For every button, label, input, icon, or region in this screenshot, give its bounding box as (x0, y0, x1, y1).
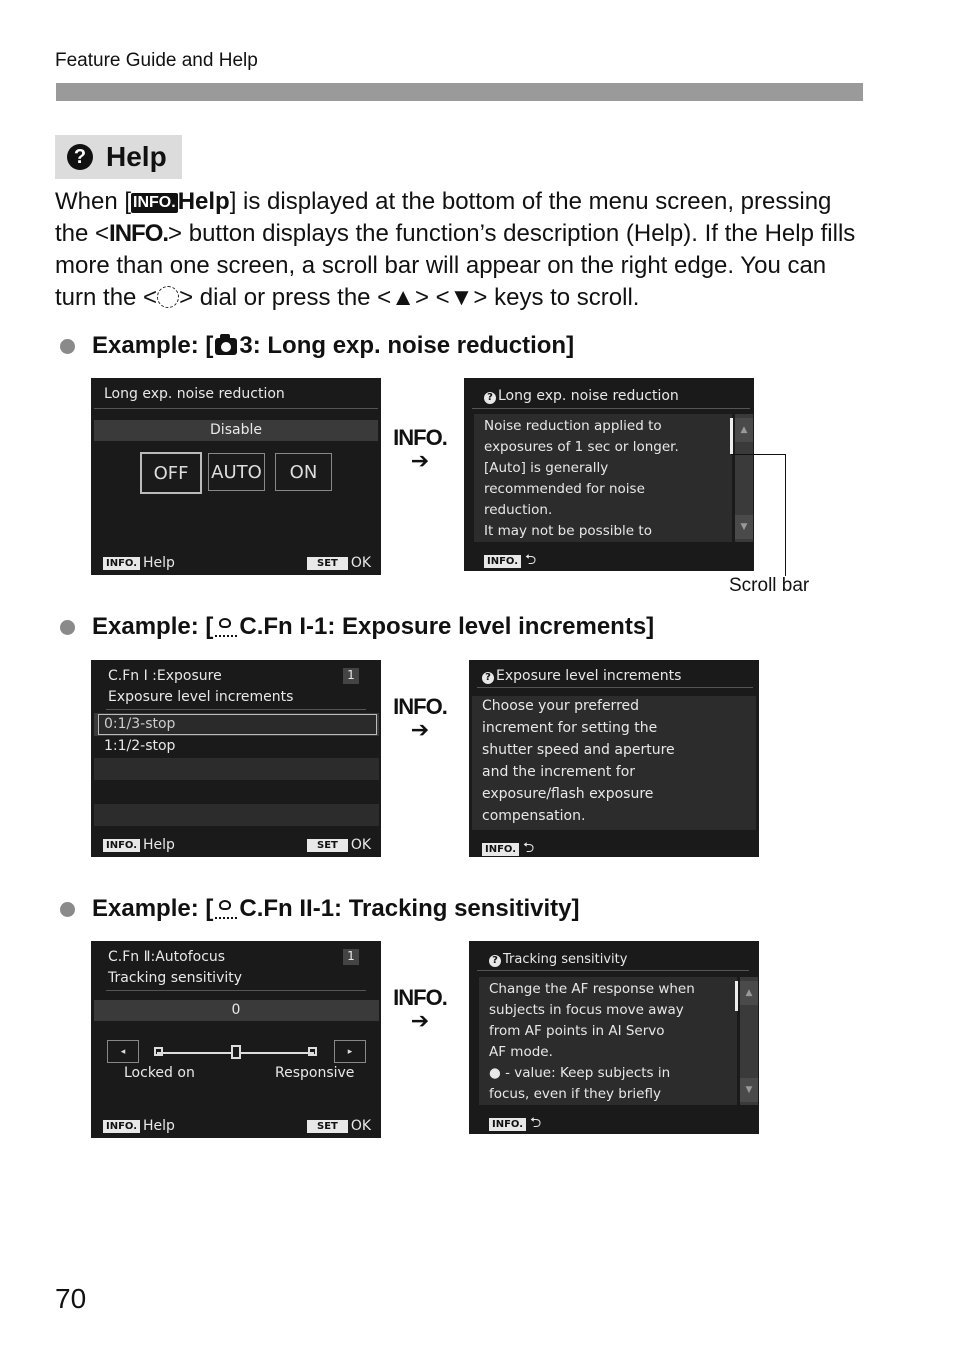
scroll-thumb[interactable] (735, 981, 738, 1011)
intro-text-4: > dial or press the <▲> <▼> keys to scroll. (179, 284, 640, 311)
info-badge-icon: INFO. (489, 1118, 526, 1131)
menu-screen-2 (91, 660, 381, 857)
help-footer (484, 549, 536, 571)
question-icon: ? (482, 672, 494, 684)
example-label: C.Fn I-1: Exposure level increments] (239, 613, 655, 640)
example-prefix: Example: [ (92, 332, 214, 359)
minus-icon (154, 1047, 163, 1056)
info-button-icon: INFO. (109, 220, 169, 247)
question-icon: ? (484, 392, 496, 404)
menu-title: Long exp. noise reduction (104, 386, 285, 402)
footer-ok: OK (350, 837, 372, 853)
help-title-row (489, 952, 627, 967)
info-badge-icon: INFO. (103, 1120, 140, 1133)
info-badge-icon: INFO. (103, 557, 140, 570)
set-badge-icon: SET (307, 839, 348, 852)
info-button-label: INFO. (393, 694, 447, 719)
example-label: 3: Long exp. noise reduction] (239, 332, 575, 359)
example-heading-2 (60, 613, 654, 641)
info-arrow-2 (392, 694, 448, 740)
question-icon: ? (67, 144, 93, 170)
scroll-down-icon[interactable]: ▼ (735, 515, 753, 539)
help-line: exposures of 1 sec or longer. (484, 439, 679, 455)
slider-left-label: Locked on (124, 1065, 195, 1081)
info-badge-icon: INFO. (103, 839, 140, 852)
intro-text-3: > button displays the function’s description (Help). If the Help fills more than one screen, a scroll bar will appear on the right edge. You can turn the < (55, 220, 856, 311)
menu-screen-3 (91, 941, 381, 1138)
footer-ok: OK (350, 1118, 372, 1134)
menu-title: C.Fn Ⅱ:Autofocus (108, 949, 226, 965)
help-line: compensation. (482, 808, 586, 824)
right-arrow-icon: ➔ (410, 717, 430, 742)
help-title: Long exp. noise reduction (498, 388, 679, 404)
quick-control-dial-icon (157, 286, 179, 308)
footer-ok: OK (350, 555, 372, 571)
divider (94, 408, 378, 409)
menu-screen-1 (91, 378, 381, 575)
footer-help: Help (143, 1118, 175, 1134)
footer-set-ok (307, 555, 371, 571)
slider-thumb[interactable] (231, 1045, 241, 1059)
right-arrow-icon: ➔ (410, 448, 430, 473)
set-badge-icon: SET (307, 1120, 348, 1133)
intro-paragraph (55, 186, 865, 314)
help-title-row (484, 388, 679, 404)
header-rule (56, 83, 863, 101)
slider-right-label: Responsive (275, 1065, 355, 1081)
help-line: It may not be possible to (484, 523, 652, 539)
help-line: recommended for noise (484, 481, 645, 497)
info-arrow-1 (392, 425, 448, 471)
menu-subtitle: Tracking sensitivity (108, 970, 243, 986)
bullet-icon (60, 620, 75, 635)
footer-set-ok (307, 837, 371, 853)
help-line: subjects in focus move away (489, 1002, 684, 1018)
info-badge-icon: INFO. (484, 555, 521, 568)
footer-info-help (103, 837, 175, 853)
callout-line-h (731, 454, 786, 455)
divider (472, 408, 750, 409)
help-screen-1 (464, 378, 754, 571)
example-prefix: Example: [ (92, 613, 214, 640)
help-line: increment for setting the (482, 720, 658, 736)
divider (106, 709, 366, 710)
help-screen-2 (469, 660, 759, 857)
back-icon: ⮌ (530, 1115, 542, 1131)
footer-help: Help (143, 555, 175, 571)
help-footer (489, 1112, 541, 1134)
plus-icon (308, 1047, 317, 1056)
back-icon: ⮌ (523, 840, 535, 856)
callout-line-v (785, 454, 786, 576)
right-arrow-icon: ➔ (410, 1008, 430, 1033)
intro-text-1: When [ (55, 188, 132, 215)
example-label: C.Fn II-1: Tracking sensitivity] (239, 895, 580, 922)
info-badge-icon: INFO. (133, 194, 176, 211)
info-badge-icon: INFO. (482, 843, 519, 856)
example-heading-1 (60, 332, 574, 360)
menu-title: C.Fn I :Exposure (108, 668, 222, 684)
help-line: Noise reduction applied to (484, 418, 662, 434)
option-label: ON (289, 461, 318, 483)
option-off[interactable] (140, 452, 202, 494)
back-icon: ⮌ (525, 552, 537, 568)
section-title: Help (106, 141, 167, 172)
option-label: AUTO (211, 461, 262, 483)
scroll-up-icon[interactable]: ▲ (740, 981, 758, 1005)
scroll-up-icon[interactable]: ▲ (735, 418, 753, 442)
help-title-row (482, 668, 681, 684)
list-item[interactable]: 0:1/3-stop (104, 716, 176, 732)
example-heading-3 (60, 895, 579, 923)
decrease-button[interactable]: ◂ (107, 1040, 139, 1063)
camera-icon (215, 338, 237, 355)
footer-set-ok (307, 1118, 371, 1134)
help-title: Tracking sensitivity (503, 952, 628, 967)
help-word: Help (177, 188, 230, 215)
footer-help: Help (143, 837, 175, 853)
scroll-thumb[interactable] (730, 418, 733, 454)
bullet-icon (60, 902, 75, 917)
custom-function-icon (215, 618, 237, 636)
custom-function-icon (215, 900, 237, 918)
info-button-label: INFO. (393, 425, 447, 450)
help-line: focus, even if they briefly (489, 1086, 661, 1102)
example-prefix: Example: [ (92, 895, 214, 922)
row-band (94, 804, 379, 826)
slider-value: 0 (231, 1002, 241, 1018)
set-badge-icon: SET (307, 557, 348, 570)
bullet-icon (60, 339, 75, 354)
help-line: and the increment for (482, 764, 636, 780)
divider (477, 687, 753, 688)
help-line: Choose your preferred (482, 698, 640, 714)
footer-info-help (103, 1118, 175, 1134)
selected-value: Disable (210, 422, 262, 438)
scroll-down-icon[interactable]: ▼ (740, 1078, 758, 1102)
help-line: shutter speed and aperture (482, 742, 675, 758)
help-line: Change the AF response when (489, 981, 695, 997)
help-title: Exposure level increments (496, 668, 682, 684)
option-label: OFF (153, 462, 189, 484)
list-item[interactable]: 1:1/2-stop (104, 738, 176, 754)
page-number-badge: 1 (343, 668, 359, 684)
divider (477, 970, 749, 971)
row-band (94, 758, 379, 780)
option-on[interactable] (275, 453, 332, 491)
help-line: from AF points in AI Servo (489, 1023, 665, 1039)
scroll-bar-callout: Scroll bar (729, 575, 810, 596)
question-icon: ? (489, 955, 501, 967)
intro-text-2: ] is displayed at the bottom of the menu screen, pressing the < (55, 188, 832, 247)
running-header: Feature Guide and Help (55, 50, 258, 71)
option-auto[interactable] (208, 453, 265, 491)
help-line: reduction. (484, 502, 553, 518)
section-heading (55, 135, 182, 179)
page-number-badge: 1 (343, 949, 359, 965)
help-line: ● - value: Keep subjects in (489, 1065, 671, 1081)
info-arrow-3 (392, 985, 448, 1031)
info-button-label: INFO. (393, 985, 447, 1010)
help-line: AF mode. (489, 1044, 553, 1060)
help-screen-3 (469, 941, 759, 1134)
help-line: exposure/flash exposure (482, 786, 654, 802)
page-number: 70 (55, 1283, 87, 1314)
footer-info-help (103, 555, 175, 571)
help-footer (482, 837, 534, 857)
help-line: [Auto] is generally (484, 460, 609, 476)
increase-button[interactable]: ▸ (334, 1040, 366, 1063)
menu-subtitle: Exposure level increments (108, 689, 294, 705)
divider (106, 990, 366, 991)
